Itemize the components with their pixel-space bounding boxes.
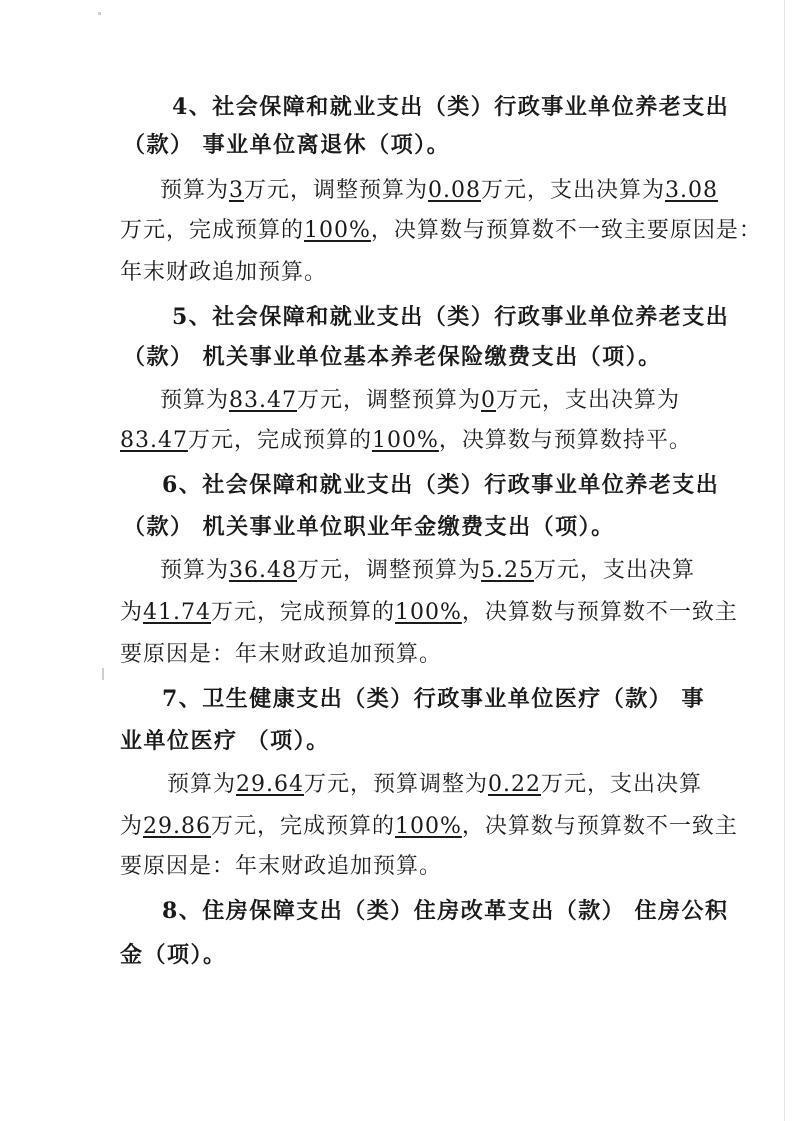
scan-speck — [98, 12, 101, 15]
adjusted-budget-value: 5.25 — [481, 558, 534, 583]
item-7-heading-line-1: 7、卫生健康支出（类）行政事业单位医疗（款） 事 — [162, 686, 705, 712]
item-7-heading-line-2: 业单位医疗 （项）。 — [120, 728, 330, 754]
final-account-value: 41.74 — [143, 600, 211, 625]
budget-value: 3 — [229, 178, 245, 203]
item-5-body-line-1 — [160, 386, 680, 416]
final-account-value: 83.47 — [120, 428, 188, 453]
text: 为 — [120, 600, 144, 625]
item-6-body-line-2 — [120, 598, 738, 628]
text: 万元，调整预算为 — [297, 388, 482, 413]
final-account-value: 3.08 — [665, 178, 719, 203]
item-5-heading-line-1: 5、社会保障和就业支出（类）行政事业单位养老支出 — [172, 304, 730, 330]
adjusted-budget-value: 0.08 — [428, 178, 482, 203]
item-7-body-line-3: 要原因是：年末财政追加预算。 — [120, 854, 443, 879]
item-4-body-line-2 — [120, 216, 762, 246]
budget-value: 83.47 — [229, 388, 297, 413]
item-6-heading-line-1: 6、社会保障和就业支出（类）行政事业单位养老支出 — [162, 472, 720, 498]
completion-rate: 100% — [395, 600, 462, 625]
item-5-body-line-2 — [120, 426, 692, 456]
text: ，决算数与预算数不一致主要原因是： — [370, 218, 762, 243]
item-8-heading-line-1: 8、住房保障支出（类）住房改革支出（款） 住房公积 — [162, 898, 729, 924]
text: ，决算数与预算数不一致主 — [461, 600, 738, 625]
item-4-body-line-3: 年末财政追加预算。 — [120, 260, 328, 285]
text: 万元，支出决算 — [541, 772, 703, 797]
text: 万元，完成预算的 — [187, 428, 372, 453]
text: 预算为 — [167, 772, 237, 797]
budget-value: 29.64 — [236, 772, 304, 797]
text: 万元，支出决算为 — [481, 178, 666, 203]
item-6-heading-line-2: （款） 机关事业单位职业年金缴费支出（项）。 — [123, 514, 615, 540]
text: 万元，调整预算为 — [244, 178, 429, 203]
text: 万元，调整预算为 — [297, 558, 482, 583]
scan-speck — [102, 668, 104, 680]
text: 万元，完成预算的 — [211, 600, 396, 625]
text: 预算为 — [160, 558, 230, 583]
text: 万元，预算调整为 — [304, 772, 489, 797]
completion-rate: 100% — [395, 814, 462, 839]
text: ，决算数与预算数持平。 — [438, 428, 692, 453]
text: 预算为 — [160, 388, 230, 413]
text: 为 — [120, 814, 144, 839]
text: 万元，完成预算的 — [120, 218, 305, 243]
item-7-body-line-2 — [120, 812, 738, 842]
item-4-heading-line-1: 4、社会保障和就业支出（类）行政事业单位养老支出 — [172, 94, 730, 120]
item-8-heading-line-2: 金（项）。 — [120, 942, 227, 968]
text: 万元，完成预算的 — [211, 814, 396, 839]
adjusted-budget-value: 0.22 — [488, 772, 541, 797]
item-4-body-line-1 — [160, 176, 718, 206]
completion-rate: 100% — [304, 218, 371, 243]
scan-edge — [784, 0, 785, 1121]
final-account-value: 29.86 — [143, 814, 211, 839]
item-6-body-line-1 — [160, 556, 695, 586]
adjusted-budget-value: 0 — [481, 388, 497, 413]
item-6-body-line-3: 要原因是：年末财政追加预算。 — [120, 642, 443, 667]
item-5-heading-line-2: （款） 机关事业单位基本养老保险缴费支出（项）。 — [123, 344, 662, 370]
text: 万元，支出决算为 — [496, 388, 681, 413]
text: 预算为 — [160, 178, 230, 203]
item-7-body-line-1 — [167, 770, 702, 800]
budget-value: 36.48 — [229, 558, 297, 583]
text: ，决算数与预算数不一致主 — [461, 814, 738, 839]
text: 万元，支出决算 — [534, 558, 696, 583]
item-4-heading-line-2: （款） 事业单位离退休（项）。 — [123, 132, 451, 158]
completion-rate: 100% — [372, 428, 439, 453]
